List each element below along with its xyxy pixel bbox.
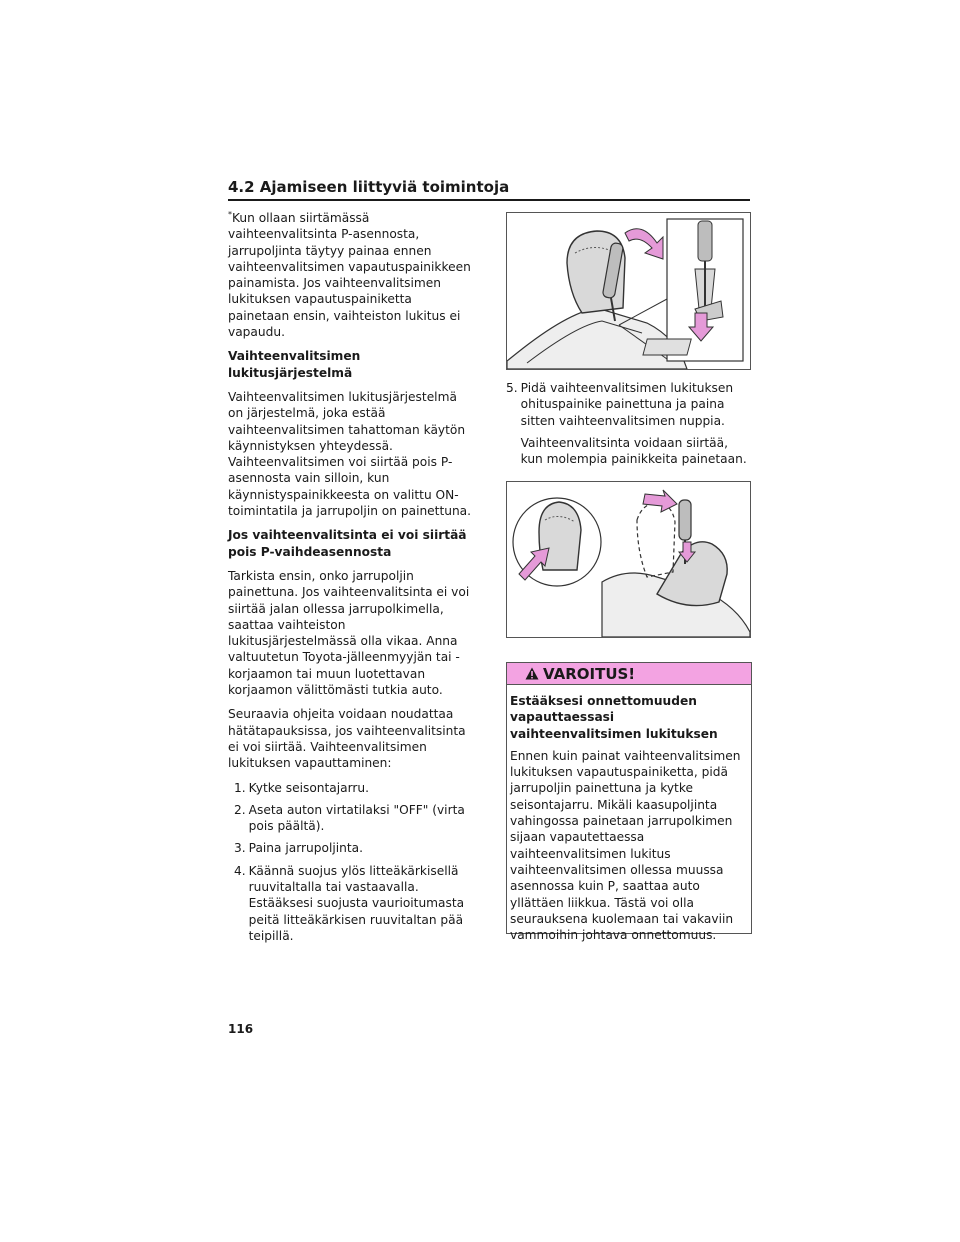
- step-text: Aseta auton virtatilaksi "OFF" (virta pois päältä).: [248, 802, 465, 834]
- figure-shift-lock-cover: [506, 212, 751, 370]
- illustration-override-button: [507, 482, 750, 637]
- warning-text: Ennen kuin painat vaihteenvalitsimen lukituksen vapautuspainiketta, pidä jarrupoljin painettuna ja kytke seisontajarru. Mikäli kaasupoljinta vahingossa painetaan jarrupolkimen sijaan vapautettaessa vaihteenvalitsimen lukitus vaihteenvalitsimen ollessa muussa asennossa kuin P, saattaa auto yllättäen liikkua. Tästä voi olla seurauksena kuolemaan tai vakaviin vammoihin johtava onnettomuus.: [510, 748, 741, 943]
- steps-list: [228, 780, 474, 945]
- step-text: Kytke seisontajarru.: [248, 780, 370, 795]
- warning-heading: Estääksesi onnettomuuden vapauttaessasi vaihteenvalitsimen lukituksen: [510, 694, 718, 741]
- paragraph-emergency-intro: Seuraavia ohjeita voidaan noudattaa hätätapauksissa, jos vaihteenvalitsinta ei voi siirtää. Vaihteenvalitsimen lukituksen vapauttaminen:: [228, 707, 466, 771]
- warning-body: [507, 685, 751, 943]
- step-5: [506, 380, 752, 473]
- section-rule: [228, 199, 750, 201]
- heading-shift-lock-system: Vaihteenvalitsimen lukitusjärjestelmä: [228, 349, 361, 380]
- step-text: Käännä suojus ylös litteäkärkisellä ruuvitaltalla tai vastaavalla. Estääksesi suojusta vaurioitumasta peitä litteäkärkisen ruuvitaltan pää teipillä.: [248, 863, 465, 943]
- left-column: [228, 210, 474, 950]
- step-number: 3.: [234, 841, 246, 856]
- footnote: [228, 210, 474, 340]
- step-text: Pidä vaihteenvalitsimen lukituksen ohituspainike painettuna ja paina sitten vaihteenvalitsimen nuppia.: [520, 381, 734, 428]
- heading-cannot-shift: Jos vaihteenvalitsinta ei voi siirtää pois P-vaihdeasennosta: [228, 528, 467, 559]
- step-subtext: Vaihteenvalitsinta voidaan siirtää, kun molempia painikkeita painetaan.: [520, 435, 747, 467]
- list-item: [234, 780, 474, 796]
- list-item: [234, 863, 474, 944]
- step-number: 5.: [506, 381, 518, 395]
- footnote-text: Kun ollaan siirtämässä vaihteenvalitsinta P-asennosta, jarrupoljinta täytyy painaa ennen vaihteenvalitsimen vapautuspainikkeen painamista. Jos vaihteenvalitsimen lukituksen vapautuspainiketta painetaan ensin, vaihteiston lukitus ei vapaudu.: [228, 211, 471, 340]
- step-number: 1.: [234, 780, 246, 795]
- step-number: 2.: [234, 802, 246, 817]
- footnote-mark: *: [228, 209, 232, 219]
- illustration-screwdriver-cover: [507, 213, 750, 369]
- step-text: Paina jarrupoljinta.: [248, 841, 363, 856]
- warning-title: VAROITUS!: [543, 664, 636, 683]
- warning-triangle-icon: [525, 667, 539, 680]
- warning-box: [506, 662, 752, 943]
- paragraph-shift-lock-description: Vaihteenvalitsimen lukitusjärjestelmä on järjestelmä, joka estää vaihteenvalitsimen tahattoman käytön käynnistyksen yhteydessä. Vaihteenvalitsimen voi siirtää pois P-asennosta vain silloin, kun käynnistyspainikkeesta on valittu ON-toimintatila ja jarrupoljin on painettuna.: [228, 389, 472, 519]
- warning-header: [507, 663, 751, 685]
- step-5-content: [518, 380, 752, 473]
- step-number: 4.: [234, 863, 246, 878]
- paragraph-check-brake: Tarkista ensin, onko jarrupoljin painettuna. Jos vaihteenvalitsinta ei voi siirtää jalan ollessa jarrupolkimella, saattaa vaihteiston lukitusjärjestelmässä olla vikaa. Anna valtuutetun Toyota-jälleenmyyjän tai -korjaamon tai muun luotettavan korjaamon välittömästi tutkia auto.: [228, 568, 470, 698]
- list-item: [234, 840, 474, 856]
- figure-shift-lock-override: [506, 481, 751, 638]
- page-number: 116: [228, 1022, 254, 1036]
- section-title: 4.2 Ajamiseen liittyviä toimintoja: [228, 178, 510, 196]
- list-item: [234, 802, 474, 835]
